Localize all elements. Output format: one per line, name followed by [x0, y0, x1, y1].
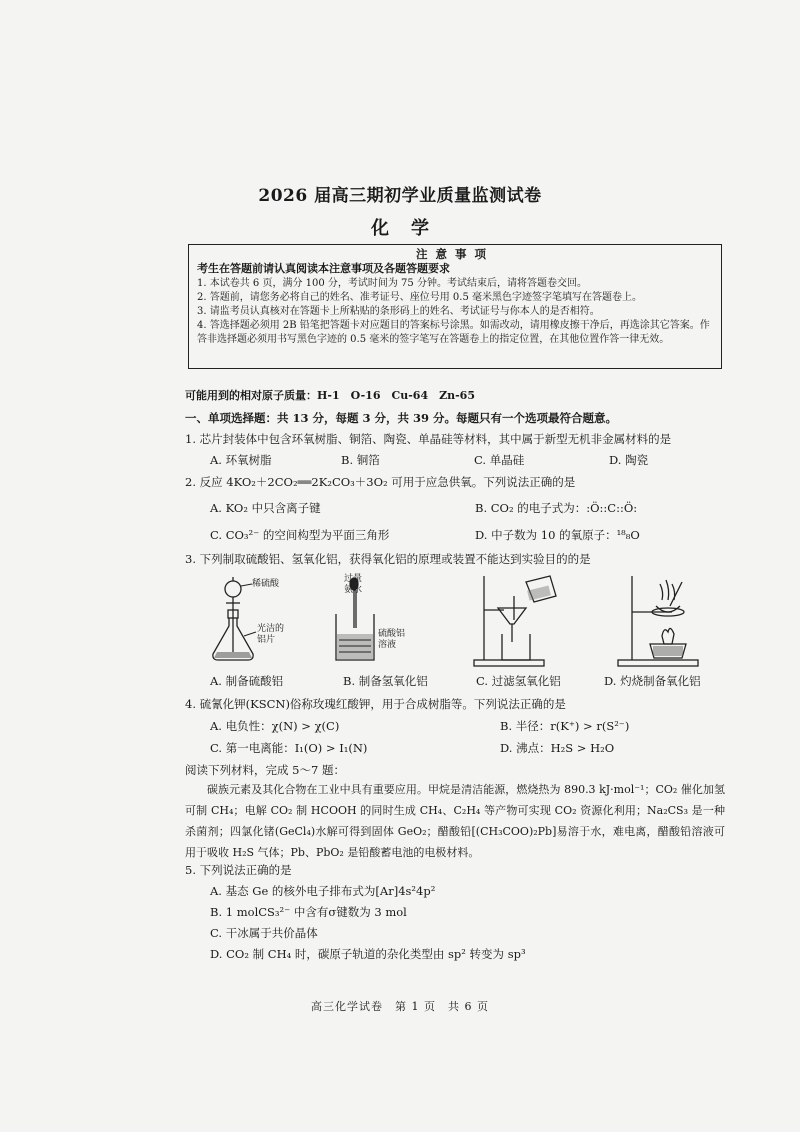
dropper-beaker-diagram — [326, 574, 436, 669]
q4-option-c: C. 第一电离能：I₁(O) > I₁(N) — [210, 741, 368, 755]
label-aluminum-sheet: 铝片 — [257, 635, 276, 645]
q5-option-a: A. 基态 Ge 的核外电子排布式为[Ar]4s²4p² — [210, 884, 436, 898]
crucible-heating-diagram — [606, 574, 716, 669]
notice-item: 4. 答选择题必须用 2B 铅笔把答题卡对应题目的答案标号涂黑。如需改动，请用橡皮擦干净后，再选涂其它答案。作答非选择题必须用书写黑色字迹的 0.5 毫米的签字笔写在答题卷上的指定位置，在其他位置作答一律无效。 — [197, 320, 710, 345]
q2-option-c: C. CO₃²⁻ 的空间构型为平面三角形 — [210, 528, 390, 542]
q3-option-b: B. 制备氢氧化铝 — [343, 674, 428, 688]
figure-b-apparatus — [326, 574, 436, 669]
figure-d-apparatus — [606, 574, 716, 669]
q1-option-c: C. 单晶硅 — [474, 453, 525, 467]
label-ammonia-water: 氨水 — [344, 585, 363, 595]
notice-subheading: 考生在答题前请认真阅读本注意事项及各题答题要求 — [197, 262, 450, 275]
q2-option-a: A. KO₂ 中只含离子键 — [210, 501, 321, 515]
label-solution: 溶液 — [378, 640, 397, 650]
q5-option-d: D. CO₂ 制 CH₄ 时，碳原子轨道的杂化类型由 sp² 转变为 sp³ — [210, 947, 526, 961]
label-aluminum-sulfate: 硫酸铝 — [378, 629, 406, 639]
q4-option-a: A. 电负性：χ(N) > χ(C) — [210, 719, 340, 733]
reading-passage: 碳族元素及其化合物在工业中具有重要应用。甲烷是清洁能源，燃烧热为 890.3 kJ·mol⁻¹；CO₂ 催化加氢可制 CH₄；电解 CO₂ 制 HCOOH 的同时生成 CH₄、C₂H₄ 等产物可实现 CO₂ 资源化利用；Na₂CS₃ 是一种杀菌剂；四氯化锗(GeCl₄)水解可得到固体 GeO₂；醋酸铅[(CH₃COO)₂Pb]易溶于水，难电离，醋酸铅溶液可用于吸收 H₂S 气体；Pb、PbO₂ 是铅酸蓄电池的电极材料。 — [185, 783, 725, 859]
exam-title: 2026 届高三期初学业质量监测试卷 — [258, 186, 542, 206]
label-dilute-sulfuric-acid: 稀硫酸 — [252, 579, 280, 589]
q1-option-b: B. 铜箔 — [341, 453, 380, 467]
q5-option-b: B. 1 molCS₃²⁻ 中含有σ键数为 3 mol — [210, 905, 407, 919]
q1-option-a: A. 环氧树脂 — [210, 453, 272, 467]
figure-a-apparatus — [200, 574, 285, 669]
notice-item: 1. 本试卷共 6 页，满分 100 分，考试时间为 75 分钟。考试结束后，请将答题卷交回。 — [197, 278, 587, 289]
q4-option-d: D. 沸点：H₂S > H₂O — [500, 741, 615, 755]
q3-option-a: A. 制备硫酸铝 — [210, 674, 284, 688]
q4-option-b: B. 半径：r(K⁺) > r(S²⁻) — [500, 719, 630, 733]
q3-option-d: D. 灼烧制备氧化铝 — [604, 674, 701, 688]
filtration-diagram — [470, 574, 575, 669]
figure-c-apparatus — [470, 574, 575, 669]
notice-item: 3. 请监考员认真核对在答题卡上所粘贴的条形码上的姓名、考试证号与你本人的是否相符。 — [197, 306, 600, 317]
page-footer: 高三化学试卷 第 1 页 共 6 页 — [311, 1000, 489, 1013]
label-excess: 过量 — [344, 574, 363, 584]
atomic-masses: 可能用到的相对原子质量：H-1 O-16 Cu-64 Zn-65 — [185, 389, 475, 402]
q3-stem: 3. 下列制取硫酸铝、氢氧化铝，获得氧化铝的原理或装置不能达到实验目的的是 — [185, 552, 591, 566]
q2-stem: 2. 反应 4KO₂＋2CO₂══2K₂CO₃＋3O₂ 可用于应急供氧。下列说法正确的是 — [185, 475, 576, 489]
notice-heading: 注意事项 — [416, 247, 494, 261]
q2-option-b: B. CO₂ 的电子式为：:Ö::C::Ö: — [475, 501, 638, 515]
q1-option-d: D. 陶瓷 — [609, 453, 649, 467]
q1-stem: 1. 芯片封装体中包含环氧树脂、铜箔、陶瓷、单晶硅等材料，其中属于新型无机非金属材料的是 — [185, 432, 672, 446]
reading-intro: 阅读下列材料，完成 5～7 题： — [185, 763, 345, 777]
q4-stem: 4. 硫氰化钾(KSCN)俗称玫瑰红酸钾，用于合成树脂等。下列说法正确的是 — [185, 697, 566, 711]
label-clean-aluminum: 光洁的 — [257, 624, 285, 634]
q5-stem: 5. 下列说法正确的是 — [185, 863, 292, 877]
q2-option-d: D. 中子数为 10 的氧原子：¹⁸₈O — [475, 528, 640, 542]
subject-title: 化学 — [371, 218, 451, 239]
notice-item: 2. 答题前，请您务必将自己的姓名、准考证号、座位号用 0.5 毫米黑色字迹签字笔填写在答题卷上。 — [197, 292, 642, 303]
q3-option-c: C. 过滤氢氧化铝 — [476, 674, 561, 688]
q5-option-c: C. 干冰属于共价晶体 — [210, 926, 318, 940]
section-heading: 一、单项选择题：共 13 分，每题 3 分，共 39 分。每题只有一个选项最符合题意。 — [185, 411, 618, 425]
notice-box — [188, 244, 722, 369]
